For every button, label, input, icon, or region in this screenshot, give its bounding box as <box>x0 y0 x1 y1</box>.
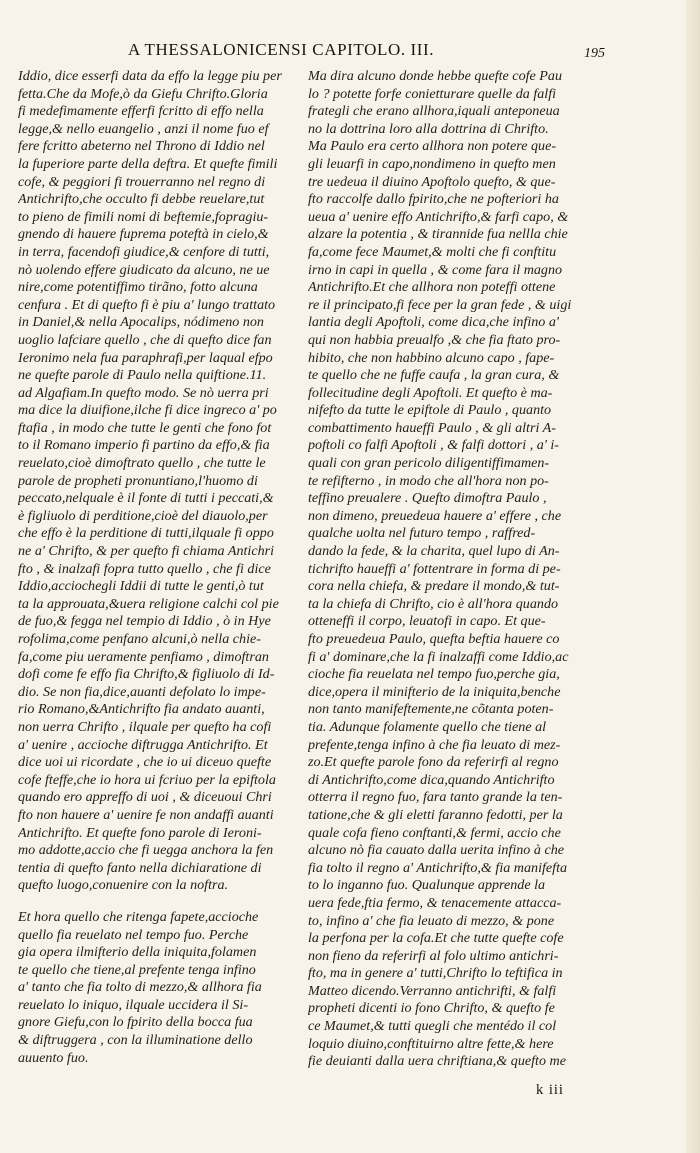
text-line: te quello che ne fuffe caufa , la gran cura, & <box>308 367 560 384</box>
text-line: de fuo,& fegga nel tempio di Iddio , ò in Hye <box>18 613 271 630</box>
text-line: gnore Giefu,con lo fpirito della bocca fua <box>18 1014 253 1031</box>
text-line: frategli che erano allhora,iquali anteponeua <box>308 103 560 120</box>
text-line: poftoli co falfi Apoftoli , & falfi dottori , a' i- <box>308 437 559 454</box>
text-line: cora nella chiefa, & predare il mondo,& tut- <box>308 578 560 595</box>
text-line: in Daniel,& nella Apocalips, nódimeno non <box>18 314 264 331</box>
text-line: mo addotte,accio che fi uegga anchora la fen <box>18 842 274 859</box>
text-line: tia. Adunque folamente quello che tiene al <box>308 718 547 735</box>
text-line: irno in capi in quella , & come fara il magno <box>308 261 563 278</box>
text-line: peccato,nelquale è il fonte di tutti i peccati,& <box>18 490 274 507</box>
text-line: prefente,tenga infino à che fia leuato di mez- <box>308 736 561 753</box>
text-line: fi a' dominare,che la fi inalzaffi come Iddio,ac <box>308 648 569 665</box>
text-line: Matteo dicendo.Verranno antichrifti, & falfi <box>308 982 557 999</box>
text-line: zo.Et quefte parole fono da referirfi al regno <box>308 754 559 771</box>
text-line: ma dice la diuifione,ilche fi dice ingreco a' po <box>18 402 277 419</box>
text-line: tre uedeua il diuino Apoftolo quefto, & que- <box>308 173 556 190</box>
text-line: follecitudine degli Apoftoli. Et quefto è ma- <box>308 384 553 401</box>
text-line: quando ero appreffo di uoi , & diceuoui Chri <box>18 789 272 806</box>
text-line: lo ? potette forfe conietturare quelle da falfi <box>308 85 557 102</box>
text-line: ne quefte parole di Paulo nella quiftione.11. <box>18 367 267 384</box>
text-line: parole de propheti pronuntiano,l'huomo di <box>18 472 258 489</box>
text-line: ce Maumet,& tutti quegli che mentédo il col <box>308 1018 557 1035</box>
text-line: a' tanto che fia tolto di mezzo,& allhora fia <box>18 979 262 996</box>
text-line: fto raccolfe dallo fpirito,che ne pofteriori ha <box>308 191 559 208</box>
text-line: fa,come piu ueramente penfiamo , dimoftran <box>18 648 269 665</box>
text-line: di Antichrifto,come dica,quando Antichrifto <box>308 771 555 788</box>
left-paragraph-1 <box>18 68 308 895</box>
text-line: fto , & inalzafi fopra tutto quello , che fi dice <box>18 560 271 577</box>
text-line: alcuno nò fia cauato dalla uerita infino à che <box>308 842 565 859</box>
text-line: cenfura . Et di quefto fi è piu a' lungo trattato <box>18 296 276 313</box>
text-line: ne a' Chrifto, & per quefto fi chiama Antichri <box>18 543 275 560</box>
text-line: uera fede,ftia fermo, & tenacemente attacca- <box>308 894 562 911</box>
text-line: fi medefimamente efferfi fcritto di effo nella <box>18 103 264 120</box>
right-column <box>308 68 600 1071</box>
text-line: gnendo di hauere fuprema poteftà in cielo,& <box>18 226 269 243</box>
text-line: Antichrifto.Et che allhora non poteffi ottene <box>308 279 556 296</box>
text-line: teffino preualere . Quefto dimoftra Paulo , <box>308 490 547 507</box>
text-line: to, infino a' che fia leuato di mezzo, & pone <box>308 912 555 929</box>
text-line: tentia di quefto fanto nella dichiaratione di <box>18 859 262 876</box>
text-line: uoglio lafciare quello , che di quefto dice fan <box>18 331 272 348</box>
text-line: & diftruggera , con la illuminatione dello <box>18 1032 253 1049</box>
text-line: quali con gran pericolo diligentiffimamen- <box>308 455 550 472</box>
text-line: ueua a' uenire effo Antichrifto,& farfi capo, & <box>308 208 569 225</box>
text-line: fia tolto il regno a' Antichrifto,& fia manifefta <box>308 859 568 876</box>
text-line: rio Romano,&Antichrifto fia andato auanti, <box>18 701 265 718</box>
text-line: alzare la potentia , & tirannide fua nellla chie <box>308 226 568 243</box>
text-line: dofi come fe effo fia Chrifto,& figliuolo di Id- <box>18 666 275 683</box>
text-line: legge,& nello euangelio , anzi il nome fuo ef <box>18 120 269 137</box>
text-line: rofolima,come penfano alcuni,ò nella chie- <box>18 631 261 647</box>
text-line: è figliuolo di perditione,cioè del diauolo,per <box>18 507 268 524</box>
text-line: a' uenire , accioche diftrugga Antichrifto. Et <box>18 736 268 753</box>
text-line: quello fia reuelato nel tempo fuo. Perche <box>18 926 249 943</box>
text-line: otterra il regno fuo, fara tanto grande la ten- <box>308 789 563 806</box>
text-line: dice,opera il minifterio de la iniquita,benche <box>308 683 561 700</box>
text-line: lantia degli Apoftoli, come dica,che infino a' <box>308 314 559 331</box>
text-line: non dimeno, preuedeua hauere a' effere , che <box>308 507 562 524</box>
text-line: Ma dira alcuno donde hebbe quefte cofe Pau <box>308 68 563 84</box>
text-line: loquio diuino,conftituirno altre fette,& here <box>308 1035 554 1052</box>
text-line: Iddio, dice esserfi data da effo la legge piu per <box>18 68 282 84</box>
text-line: Antichrifto. Et quefte fono parole di Ieroni- <box>18 824 262 841</box>
text-line: combattimento haueffi Paulo , & gli altri A- <box>308 419 556 436</box>
page-number: 195 <box>584 46 605 61</box>
text-line: qualche uolta nel futuro tempo , raffred- <box>308 525 536 542</box>
text-line: cioche fia reuelata nel tempo fuo,perche gia, <box>308 666 560 683</box>
text-line: non uerra Chrifto , ilquale per quefto ha cofi <box>18 718 272 735</box>
text-line: ad Algafiam.In quefto modo. Se nò uerra pri <box>18 384 269 401</box>
text-line: gia opera ilmifterio della iniquita,folamen <box>18 944 257 961</box>
text-line: cofe, & peggiori fi trouerranno nel regno di <box>18 173 266 190</box>
text-line: fto preuedeua Paulo, quefta beftia hauere co <box>308 631 560 647</box>
text-line: ftafia , in modo che tutte le genti che fono fot <box>18 419 272 436</box>
left-column <box>18 68 308 1067</box>
text-line: te quello che tiene,al prefente tenga infino <box>18 961 256 978</box>
text-line: reuelato lo iniquo, ilquale uccidera il Si- <box>18 996 249 1013</box>
text-line: che effo è la perditione di tutti,ilquale fi oppo <box>18 525 274 542</box>
text-line: quale cofa fieno conftanti,& fermi, accio che <box>308 824 561 841</box>
text-line: Et hora quello che ritenga fapete,accioche <box>18 908 259 925</box>
text-line: fa,come fece Maumet,& molti che fi conftitu <box>308 243 557 260</box>
text-line: fie deuianti dalla uera chriftiana,& quefto me <box>308 1053 566 1070</box>
running-title: A THESSALONICENSI CAPITOLO. III. <box>128 40 435 59</box>
text-line: cofe fteffe,che io hora ui fcriuo per la epiftola <box>18 771 276 788</box>
text-line: la fuperiore parte della deftra. Et quefte fimili <box>18 155 278 172</box>
text-line: nire,come potentiffimo tirãno, fotto alcuna <box>18 279 258 296</box>
text-line: propheti dicenti io fono Chrifto, & quefto fe <box>308 1000 555 1017</box>
page-edge-shadow <box>686 0 700 1153</box>
text-line: fto non hauere a' uenire fe non andaffi auanti <box>18 806 274 823</box>
text-line: fto, ma in genere a' tutti,Chrifto lo teftifica in <box>308 965 563 982</box>
text-line: Ieronimo nela fua paraphrafi,per laqual efpo <box>18 349 273 366</box>
left-paragraph-2 <box>18 909 308 1067</box>
text-line: la perfona per la cofa.Et che tutte quefte cofe <box>308 930 564 947</box>
text-line: no la dottrina loro alla dottrina di Chrifto. <box>308 120 549 137</box>
text-line: to pieno de fimili nomi di beftemie,fopragiu- <box>18 208 269 225</box>
text-line: tichrifto haueffi a' fottentrare in forma di pe- <box>308 560 561 577</box>
text-line: hibito, che non habbino alcuno capo , fape- <box>308 349 555 366</box>
text-line: Antichrifto,che occulto fi debbe reuelare,tut <box>18 191 265 208</box>
text-line: to lo inganno fuo. Qualunque apprende la <box>308 877 546 894</box>
text-line: ta la chiefa di Chrifto, cio è all'hora quando <box>308 595 559 612</box>
text-line: dice uoi ui ricordate , che io ui diceuo quefte <box>18 754 272 771</box>
text-line: Iddio,acciochegli Iddii di tutte le genti,ò tut <box>18 578 264 595</box>
text-line: dando la fede, & la charita, quel lupo di An- <box>308 543 560 560</box>
text-line: gli leuarfi in capo,nondimeno in quefto men <box>308 155 556 172</box>
signature-mark: k iii <box>536 1082 564 1098</box>
text-line: non tanto manifeftemente,ne cõtanta poten- <box>308 701 554 718</box>
text-line: non fieno da referirfi al folo ultimo antichri- <box>308 947 559 964</box>
text-line: fere fcritto abeterno nel Throno di Iddio nel <box>18 138 265 155</box>
text-line: tatione,che & gli eletti faranno fedotti, per la <box>308 806 563 823</box>
text-line: quefto luogo,conuenire con la noftra. <box>18 877 229 894</box>
text-line: re il principato,fi fece per la gran fede , & uigi <box>308 296 572 313</box>
text-line: te refifterno , in modo che all'hora non po- <box>308 472 549 489</box>
text-line: reuelato,cioè dimoftrato quello , che tutte le <box>18 455 266 472</box>
text-line: nò uolendo effere giudicato da alcuno, ne ue <box>18 261 270 278</box>
text-line: auuento fuo. <box>18 1049 89 1066</box>
text-line: qui non habbia preualfo ,& che fia ftato pro- <box>308 331 561 348</box>
text-line: dio. Se non fia,dice,auanti defolato lo impe- <box>18 683 266 700</box>
text-line: ta la approuata,&uera religione calchi col pie <box>18 595 279 612</box>
text-line: Ma Paulo era certo allhora non potere que- <box>308 138 557 155</box>
paragraph-gap <box>18 895 308 909</box>
text-line: otteneffi il corpo, leuatofi in capo. Et que- <box>308 613 546 630</box>
text-line: to il Romano imperio fi partino da effo,& fia <box>18 437 270 454</box>
text-line: in terra, facendofi giudice,& cenfore di tutti, <box>18 243 270 260</box>
text-line: fetta.Che da Mofe,ò da Giefu Chrifto.Gloria <box>18 85 268 102</box>
text-line: nifefto da tutte le epiftole di Paulo , quanto <box>308 402 552 419</box>
